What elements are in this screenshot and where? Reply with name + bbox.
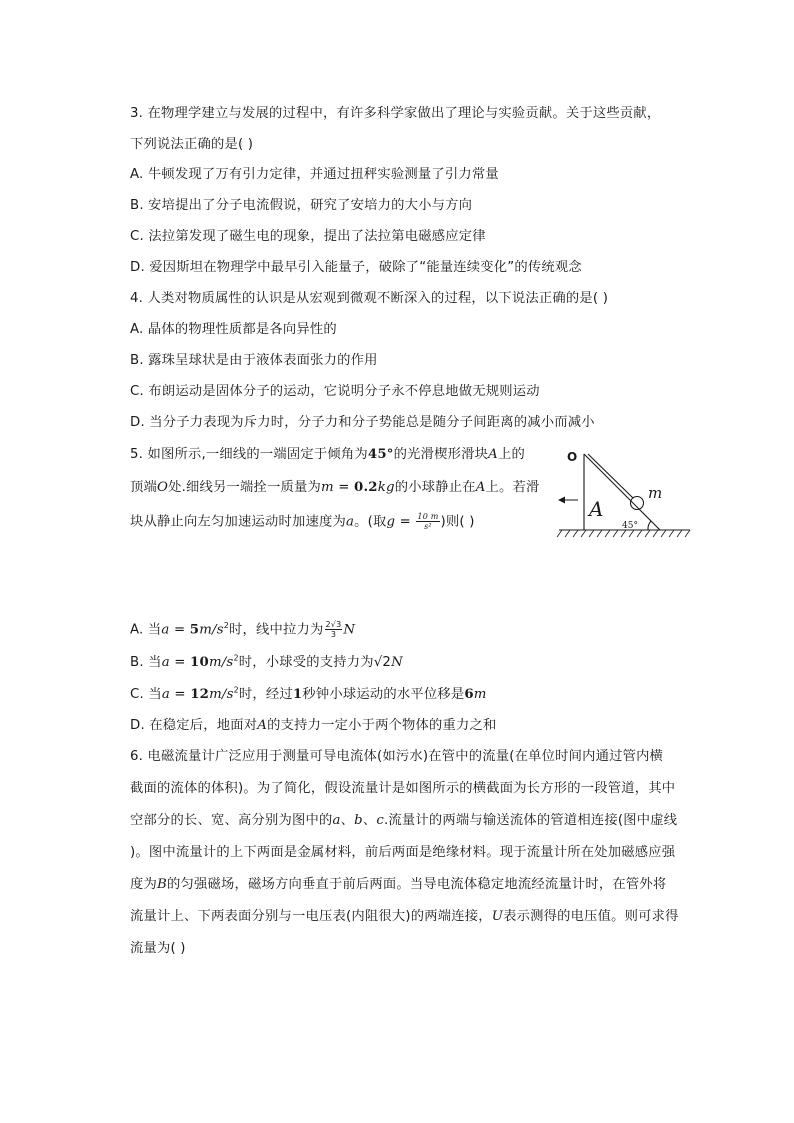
q3-option-b: B. 安培提出了分子电流假说，研究了安培力的大小与方向	[130, 198, 473, 213]
q3-option-a: A. 牛顿发现了万有引力定律，并通过扭秤实验测量了引力常量	[130, 167, 499, 182]
gravity-fraction: $\frac{10 m}{\text{s²}}$	[417, 512, 439, 531]
q4-option-a: A. 晶体的物理性质都是各向异性的	[130, 322, 337, 337]
q3-option-d: D. 爱因斯坦在物理学中最早引入能量子，破除了“能量连续变化”的传统观念	[130, 260, 582, 275]
q6-stem-line4: )。图中流量计的上下两面是金属材料，前后两面是绝缘材料。现于流量计所在处加磁感应强	[130, 845, 676, 860]
q5-stem-line3: 块从静止向左匀加速运动时加速度为a。(取g = $\frac{10 m}{\text{s²}}$ )则( )	[130, 512, 475, 531]
tension-fraction: $\frac{2√3}{3}$	[325, 620, 342, 639]
q4-stem: 4. 人类对物质属性的认识是从宏观到微观不断深入的过程，以下说法正确的是( )	[130, 291, 609, 306]
wedge-diagram	[556, 446, 696, 546]
q5-stem-line1: 5. 如图所示,一细线的一端固定于倾角为45°的光滑楔形滑块A上的	[130, 447, 525, 462]
q6-stem-line7: 流量为( )	[130, 941, 186, 956]
mass-label: m	[648, 484, 663, 502]
q5-stem-line2: 顶端O处.细线另一端拴一质量为m = 0.2kg的小球静止在A上。若滑	[130, 480, 540, 495]
wedge-label: A	[589, 497, 604, 521]
q4-option-b: B. 露珠呈球状是由于液体表面张力的作用	[130, 353, 378, 368]
q4-option-d: D. 当分子力表现为斥力时，分子力和分子势能总是随分子间距离的减小而减小	[130, 415, 595, 430]
q4-option-c: C. 布朗运动是固体分子的运动，它说明分子永不停息地做无规则运动	[130, 384, 540, 399]
angle-label: 45°	[622, 521, 638, 531]
q5-option-c: C. 当$a = 12m/s^2$时，经过1秒钟小球运动的水平位移是6m	[130, 685, 487, 702]
q5-option-b: B. 当$a = 10m/s^2$时，小球受的支持力为√2N	[130, 653, 403, 670]
arrow-left-icon	[558, 497, 565, 504]
q5-option-d: D. 在稳定后，地面对A的支持力一定小于两个物体的重力之和	[130, 718, 497, 733]
q6-stem-line2: 截面的流体的体积)。为了简化，假设流量计是如图所示的横截面为长方形的一段管道，其中	[130, 781, 676, 796]
point-o-label: O	[567, 450, 578, 464]
q3-option-c: C. 法拉第发现了磁生电的现象，提出了法拉第电磁感应定律	[130, 229, 486, 244]
q6-stem-line3: 空部分的长、宽、高分别为图中的a、b、c.流量计的两端与输送流体的管道相连接(图中虚线	[130, 813, 678, 828]
q5-option-a: A. 当$a = 5m/s^2$时，线中拉力为 $\frac{2√3}{3}$ N	[130, 620, 356, 639]
q6-stem-line1: 6. 电磁流量计广泛应用于测量可导电流体(如污水)在管中的流量(在单位时间内通过管内横	[130, 749, 664, 764]
q3-stem-line1: 3. 在物理学建立与发展的过程中，有许多科学家做出了理论与实验贡献。关于这些贡献，	[130, 106, 661, 121]
q6-stem-line5: 度为B的匀强磁场，磁场方向垂直于前后两面。当导电流体稳定地流经流量计时，在管外将	[130, 877, 667, 892]
q3-stem-line2: 下列说法正确的是( )	[130, 137, 254, 152]
q6-stem-line6: 流量计上、下两表面分别与一电压表(内阻很大)的两端连接，U表示测得的电压值。则可求得	[130, 909, 679, 924]
